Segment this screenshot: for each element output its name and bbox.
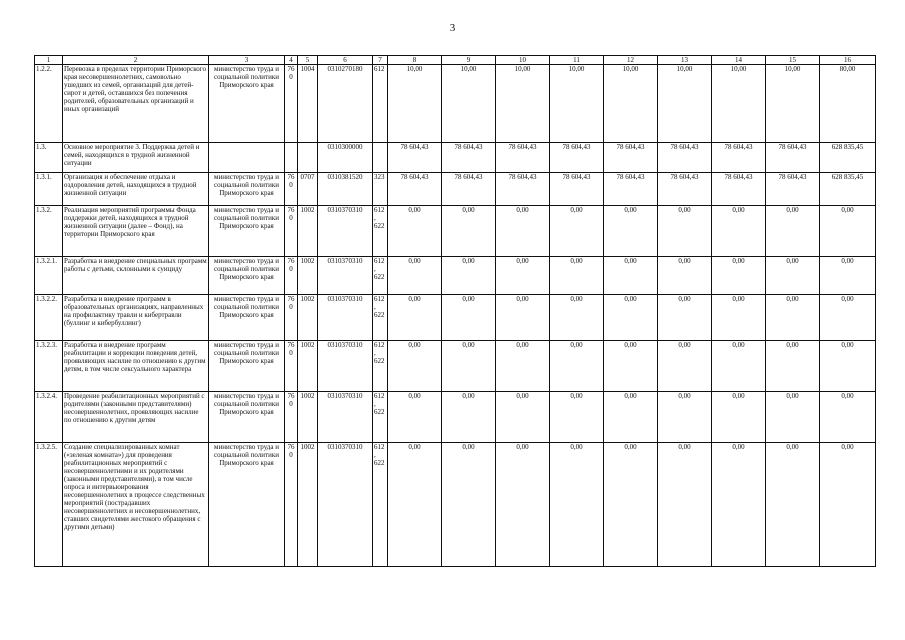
expense-type-code: 612, 622 (373, 206, 388, 257)
year-value: 0,00 (550, 257, 604, 295)
executor: министерство труда и социальной политики Приморского края (209, 295, 285, 341)
column-header-12: 12 (604, 56, 658, 65)
year-value: 78 604,43 (550, 143, 604, 173)
row-number: 1.3.1. (35, 173, 63, 206)
year-value: 78 604,43 (496, 143, 550, 173)
year-value: 0,00 (550, 392, 604, 443)
year-value: 10,00 (604, 65, 658, 143)
year-value: 0,00 (712, 341, 766, 392)
activity-name: Перевозка в пределах территории Приморского края несовершеннолетних, самовольно ушедших из семей, организаций для детей-сирот и детей, оставшихся без попечения родителей, образовательных организаций и иных организаций (63, 65, 209, 143)
year-value: 0,00 (496, 295, 550, 341)
budget-table (34, 55, 876, 567)
year-value: 78 604,43 (766, 173, 820, 206)
year-value: 0,00 (388, 392, 442, 443)
row-number: 1.2.2. (35, 65, 63, 143)
total-value: 0,00 (820, 392, 876, 443)
year-value: 0,00 (604, 295, 658, 341)
year-value: 0,00 (550, 206, 604, 257)
year-value: 0,00 (658, 295, 712, 341)
target-article-code: 0310270180 (318, 65, 373, 143)
year-value: 0,00 (658, 341, 712, 392)
year-value: 10,00 (442, 65, 496, 143)
grbs-code: 760 (285, 295, 298, 341)
year-value: 10,00 (766, 65, 820, 143)
year-value: 0,00 (658, 443, 712, 567)
executor: министерство труда и социальной политики Приморского края (209, 173, 285, 206)
total-value: 628 835,45 (820, 173, 876, 206)
year-value: 0,00 (442, 295, 496, 341)
year-value: 0,00 (388, 443, 442, 567)
year-value: 0,00 (496, 206, 550, 257)
column-header-4: 4 (285, 56, 298, 65)
executor: министерство труда и социальной политики Приморского края (209, 392, 285, 443)
year-value: 78 604,43 (604, 143, 658, 173)
total-value: 80,00 (820, 65, 876, 143)
table-row (35, 65, 876, 143)
column-header-13: 13 (658, 56, 712, 65)
year-value: 0,00 (658, 257, 712, 295)
executor: министерство труда и социальной политики Приморского края (209, 65, 285, 143)
column-header-5: 5 (298, 56, 318, 65)
section-code: 1002 (298, 392, 318, 443)
total-value: 0,00 (820, 257, 876, 295)
target-article-code: 0310300000 (318, 143, 373, 173)
total-value: 0,00 (820, 295, 876, 341)
grbs-code: 760 (285, 65, 298, 143)
year-value: 0,00 (550, 341, 604, 392)
year-value: 78 604,43 (712, 143, 766, 173)
row-number: 1.3.2.1. (35, 257, 63, 295)
year-value: 78 604,43 (496, 173, 550, 206)
table-row (35, 173, 876, 206)
target-article-code: 0310370310 (318, 206, 373, 257)
year-value: 0,00 (766, 206, 820, 257)
section-code: 1002 (298, 341, 318, 392)
year-value: 0,00 (604, 392, 658, 443)
row-number: 1.3.2.2. (35, 295, 63, 341)
year-value: 10,00 (712, 65, 766, 143)
activity-name: Проведение реабилитационных мероприятий с родителями (законными представителями) несовершеннолетних, проявляющих насилие по отношению к другим детям (63, 392, 209, 443)
year-value: 0,00 (442, 443, 496, 567)
table-body (35, 65, 876, 567)
column-header-10: 10 (496, 56, 550, 65)
row-number: 1.3. (35, 143, 63, 173)
target-article-code: 0310370310 (318, 443, 373, 567)
year-value: 0,00 (604, 206, 658, 257)
activity-name: Организация и обеспечение отдыха и оздоровления детей, находящихся в трудной жизненной ситуации (63, 173, 209, 206)
year-value: 78 604,43 (388, 143, 442, 173)
column-header-15: 15 (766, 56, 820, 65)
year-value: 0,00 (766, 443, 820, 567)
table-row (35, 206, 876, 257)
grbs-code: 760 (285, 443, 298, 567)
row-number: 1.3.2. (35, 206, 63, 257)
year-value: 0,00 (766, 257, 820, 295)
table-row (35, 443, 876, 567)
column-header-1: 1 (35, 56, 63, 65)
section-code (298, 143, 318, 173)
section-code: 1002 (298, 206, 318, 257)
grbs-code: 760 (285, 341, 298, 392)
row-number: 1.3.2.3. (35, 341, 63, 392)
target-article-code: 0310381520 (318, 173, 373, 206)
activity-name: Разработка и внедрение программ в образовательных организациях, направленных на профилактику травли и кибертравли (буллинг и кибербуллинг) (63, 295, 209, 341)
year-value: 10,00 (550, 65, 604, 143)
grbs-code: 760 (285, 257, 298, 295)
year-value: 0,00 (496, 257, 550, 295)
column-header-8: 8 (388, 56, 442, 65)
column-header-6: 6 (318, 56, 373, 65)
year-value: 0,00 (658, 392, 712, 443)
executor: министерство труда и социальной политики Приморского края (209, 257, 285, 295)
column-header-2: 2 (63, 56, 209, 65)
grbs-code: 760 (285, 173, 298, 206)
year-value: 78 604,43 (442, 173, 496, 206)
column-header-11: 11 (550, 56, 604, 65)
section-code: 1002 (298, 295, 318, 341)
target-article-code: 0310370310 (318, 341, 373, 392)
year-value: 0,00 (388, 341, 442, 392)
year-value: 0,00 (442, 392, 496, 443)
page-number: 3 (449, 22, 456, 34)
total-value: 0,00 (820, 206, 876, 257)
table-row (35, 295, 876, 341)
grbs-code: 760 (285, 392, 298, 443)
year-value: 0,00 (766, 392, 820, 443)
grbs-code (285, 143, 298, 173)
target-article-code: 0310370310 (318, 257, 373, 295)
expense-type-code: 612, 622 (373, 443, 388, 567)
year-value: 78 604,43 (604, 173, 658, 206)
expense-type-code: 612, 622 (373, 341, 388, 392)
total-value: 0,00 (820, 341, 876, 392)
year-value: 0,00 (496, 341, 550, 392)
section-code: 1002 (298, 443, 318, 567)
year-value: 78 604,43 (388, 173, 442, 206)
year-value: 0,00 (442, 206, 496, 257)
year-value: 0,00 (658, 206, 712, 257)
column-header-14: 14 (712, 56, 766, 65)
year-value: 0,00 (604, 443, 658, 567)
section-code: 0707 (298, 173, 318, 206)
activity-name: Создание специализированных комнат («зеленая комната») для проведения реабилитационных мероприятий с несовершеннолетними и их родителями (законными представителями), в том числе опроса и интервьюирования несовершеннолетних в процессе следственных мероприятий (пострадавших несовершеннолетних и несовершеннолетних, ставших свидетелями жестокого обращения с другими детьми) (63, 443, 209, 567)
year-value: 0,00 (442, 341, 496, 392)
year-value: 78 604,43 (550, 173, 604, 206)
year-value: 10,00 (388, 65, 442, 143)
section-code: 1002 (298, 257, 318, 295)
year-value: 10,00 (658, 65, 712, 143)
year-value: 0,00 (712, 392, 766, 443)
year-value: 0,00 (604, 341, 658, 392)
year-value: 78 604,43 (712, 173, 766, 206)
expense-type-code: 612, 622 (373, 295, 388, 341)
year-value: 0,00 (388, 257, 442, 295)
table-row (35, 257, 876, 295)
year-value: 78 604,43 (658, 173, 712, 206)
year-value: 0,00 (550, 443, 604, 567)
activity-name: Разработка и внедрение программ реабилитации и коррекции поведения детей, проявляющих насилие по отношению к другим детям, в том числе сексуального характера (63, 341, 209, 392)
executor: министерство труда и социальной политики Приморского края (209, 443, 285, 567)
header-row (35, 56, 876, 65)
year-value: 0,00 (712, 257, 766, 295)
activity-name: Реализация мероприятий программы Фонда поддержки детей, находящихся в трудной жизненной ситуации (далее – Фонд), на территории Приморского края (63, 206, 209, 257)
row-number: 1.3.2.4. (35, 392, 63, 443)
year-value: 0,00 (388, 295, 442, 341)
table-row (35, 143, 876, 173)
column-header-16: 16 (820, 56, 876, 65)
year-value: 0,00 (712, 443, 766, 567)
expense-type-code: 323 (373, 173, 388, 206)
year-value: 0,00 (604, 257, 658, 295)
section-code: 1004 (298, 65, 318, 143)
activity-name: Основное мероприятие 3. Поддержка детей и семей, находящихся в трудной жизненной ситуации (63, 143, 209, 173)
year-value: 0,00 (388, 206, 442, 257)
year-value: 0,00 (712, 206, 766, 257)
year-value: 0,00 (496, 443, 550, 567)
table-row (35, 341, 876, 392)
year-value: 0,00 (442, 257, 496, 295)
year-value: 0,00 (766, 295, 820, 341)
year-value: 78 604,43 (766, 143, 820, 173)
column-header-3: 3 (209, 56, 285, 65)
row-number: 1.3.2.5. (35, 443, 63, 567)
executor (209, 143, 285, 173)
expense-type-code: 612, 622 (373, 257, 388, 295)
year-value: 0,00 (766, 341, 820, 392)
total-value: 0,00 (820, 443, 876, 567)
year-value: 78 604,43 (442, 143, 496, 173)
target-article-code: 0310370310 (318, 295, 373, 341)
year-value: 0,00 (550, 295, 604, 341)
year-value: 10,00 (496, 65, 550, 143)
expense-type-code: 612, 622 (373, 392, 388, 443)
activity-name: Разработка и внедрение специальных программ работы с детьми, склонными к суициду (63, 257, 209, 295)
year-value: 0,00 (712, 295, 766, 341)
expense-type-code (373, 143, 388, 173)
column-header-7: 7 (373, 56, 388, 65)
grbs-code: 760 (285, 206, 298, 257)
executor: министерство труда и социальной политики Приморского края (209, 206, 285, 257)
executor: министерство труда и социальной политики Приморского края (209, 341, 285, 392)
year-value: 0,00 (496, 392, 550, 443)
year-value: 78 604,43 (658, 143, 712, 173)
expense-type-code: 612 (373, 65, 388, 143)
table-row (35, 392, 876, 443)
target-article-code: 0310370310 (318, 392, 373, 443)
total-value: 628 835,45 (820, 143, 876, 173)
column-header-9: 9 (442, 56, 496, 65)
